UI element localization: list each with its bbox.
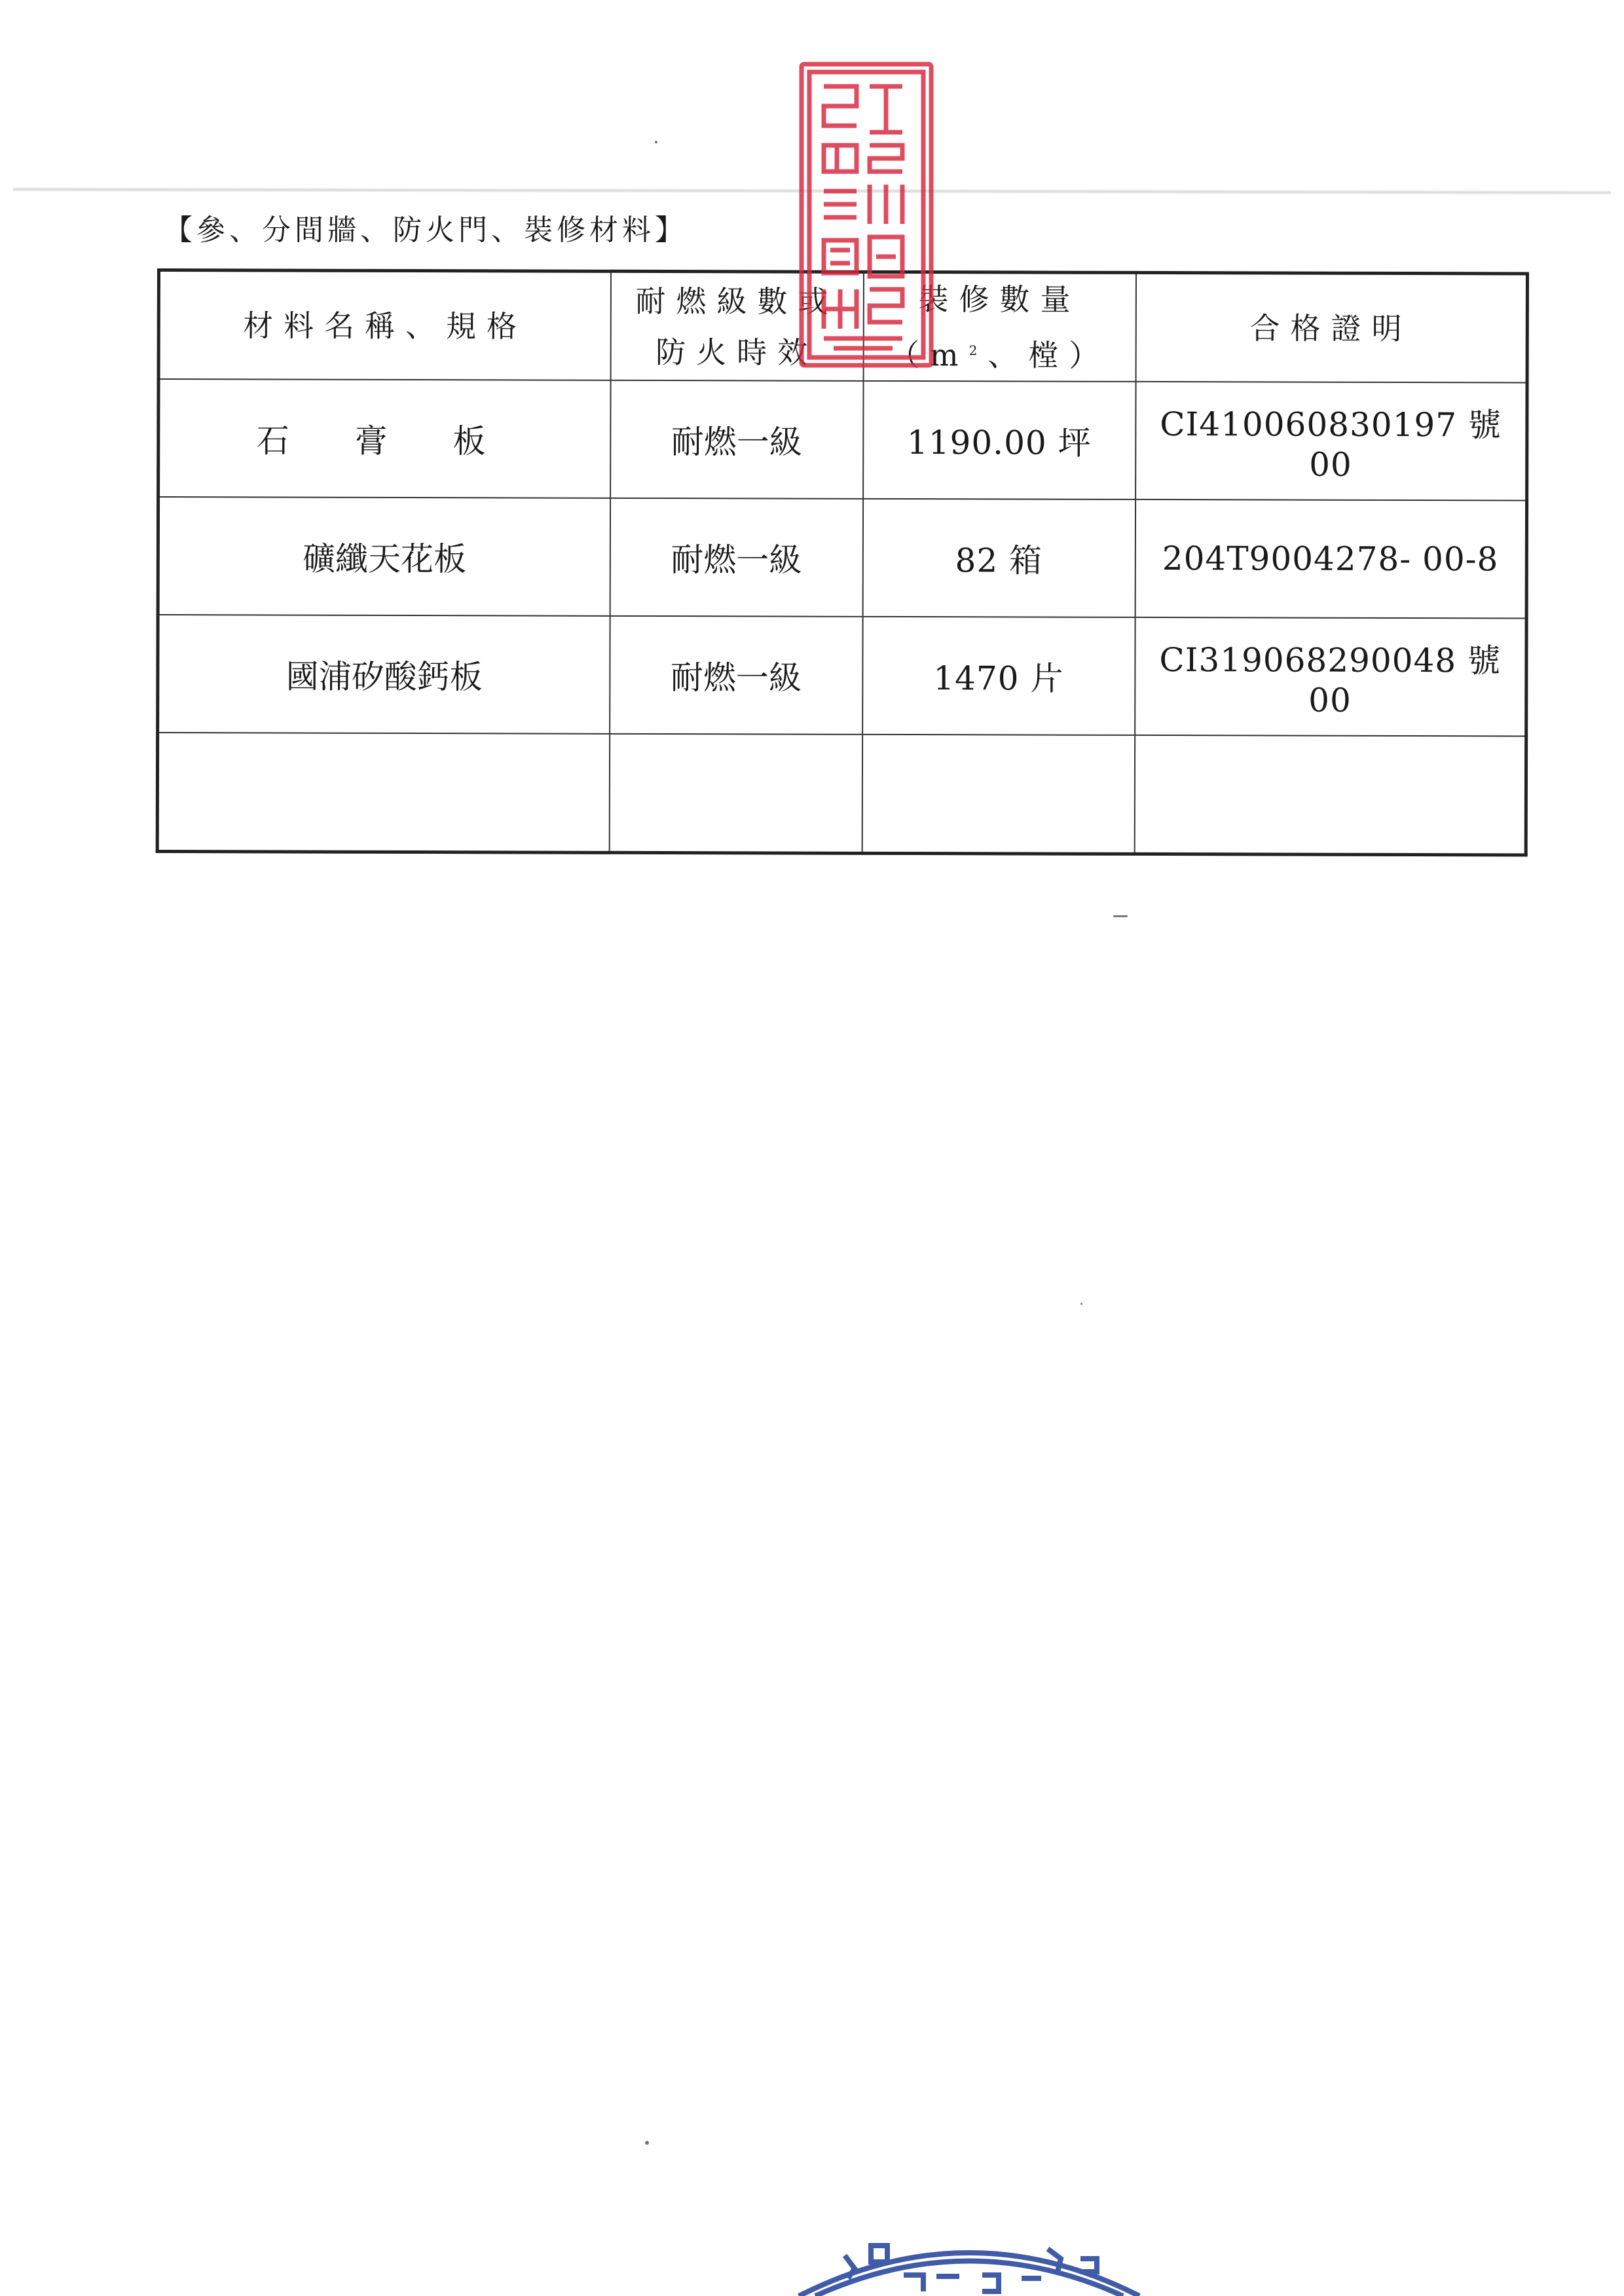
material-name-cell: [157, 733, 609, 852]
table-row: [158, 497, 1526, 618]
certificate-cell: CI319068290048 號 00: [1135, 617, 1526, 737]
header-quantity: 裝修數量 （$m^2$、樘）: [863, 272, 1135, 382]
header-material-name: 材料名稱、規格: [158, 270, 610, 381]
table-row-empty: [157, 733, 1526, 855]
scan-speck: [655, 141, 657, 143]
table-row: [158, 615, 1526, 736]
scan-speck: [645, 2141, 649, 2145]
material-name-cell: 礦纖天花板: [158, 497, 610, 616]
scan-speck: [1113, 915, 1128, 917]
certificate-cell: 204T9004278- 00-8: [1135, 500, 1526, 619]
quantity-cell: 1470 片: [862, 617, 1135, 735]
red-seal-stamp-icon: [798, 60, 935, 369]
header-certificate: 合格證明: [1135, 272, 1527, 382]
material-name-cell: 國浦矽酸鈣板: [158, 615, 610, 734]
certificate-cell: [1134, 735, 1526, 855]
quantity-cell: 82 箱: [862, 499, 1135, 617]
fire-grade-cell: 耐燃一級: [610, 498, 862, 617]
fire-grade-cell: 耐燃一級: [610, 616, 862, 735]
section-title: 【參、分間牆、防火門、裝修材料】: [164, 213, 688, 247]
material-name-cell: 石 膏 板: [158, 379, 610, 498]
quantity-cell: [862, 735, 1134, 854]
quantity-cell: 1190.00 坪: [863, 381, 1135, 500]
fire-grade-cell: [609, 734, 862, 854]
fire-grade-cell: 耐燃一級: [610, 380, 863, 499]
blue-seal-stamp-icon: [786, 2229, 1153, 2296]
header-fire-grade: 耐燃級數或 防火時效: [610, 271, 863, 381]
scan-speck: [1080, 1303, 1082, 1305]
table-row: [158, 379, 1527, 500]
certificate-cell: CI410060830197 號 00: [1135, 382, 1527, 501]
